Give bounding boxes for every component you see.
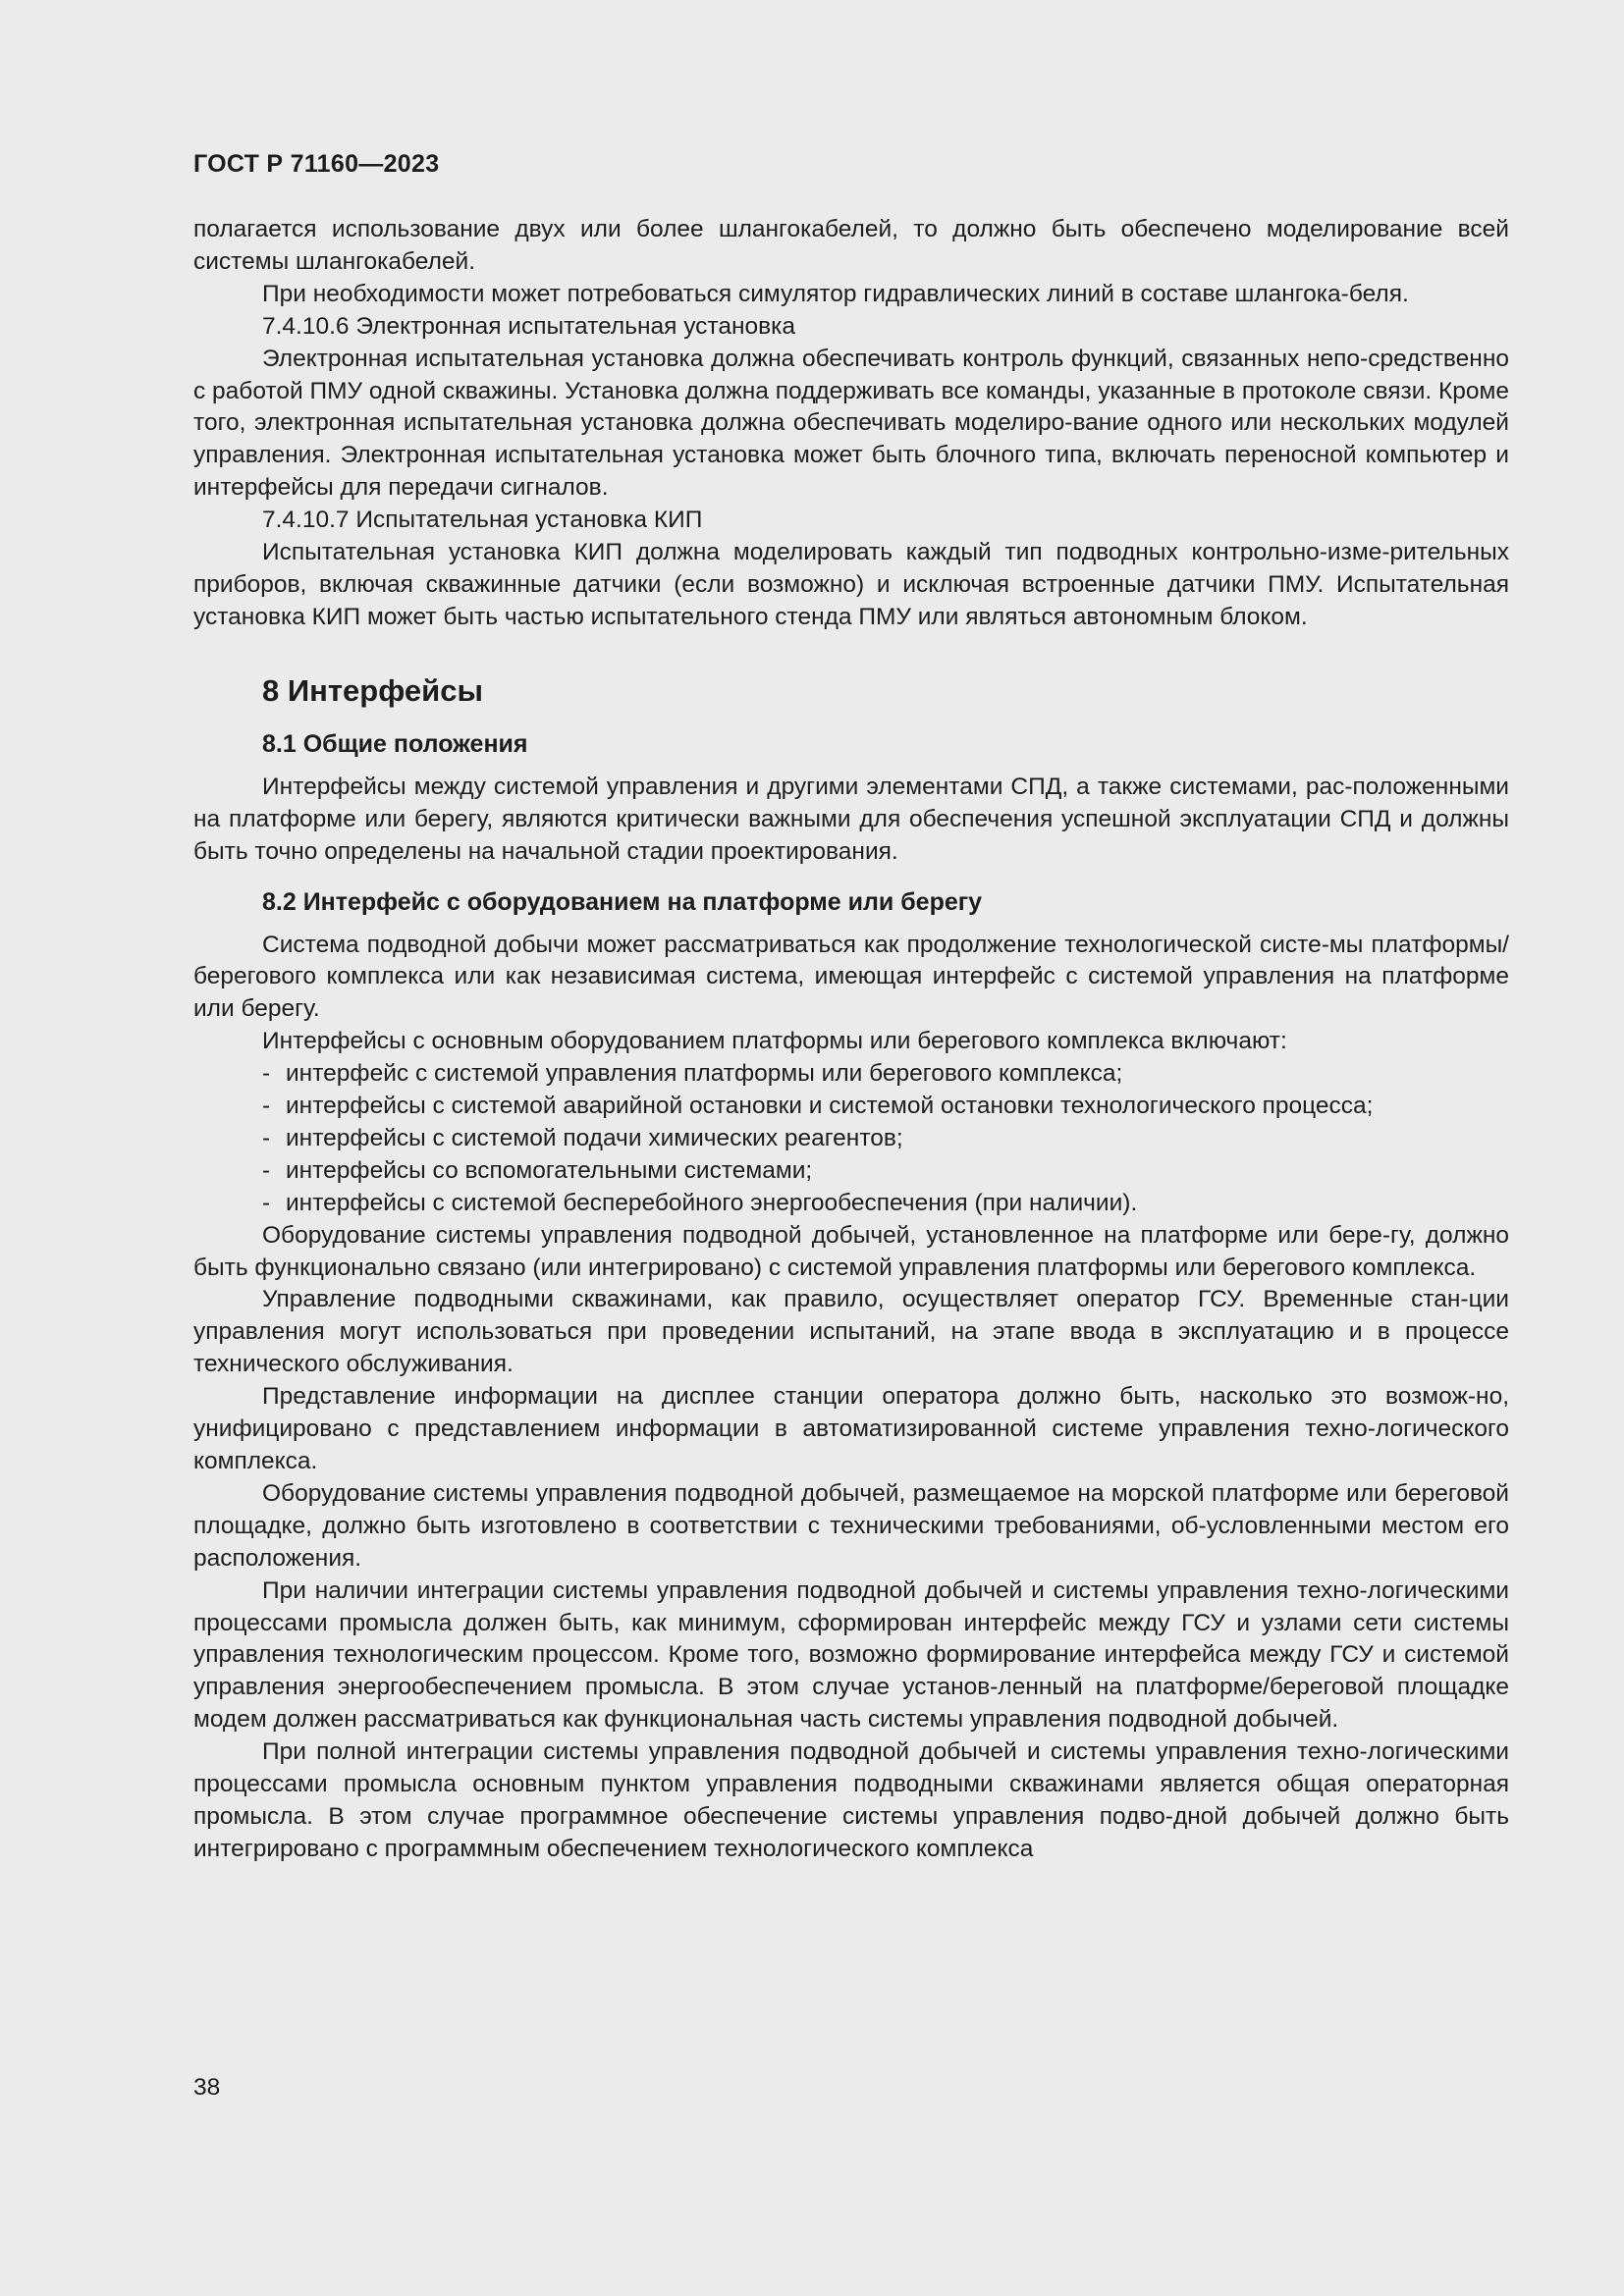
interfaces-list [193,1058,1509,1220]
document-header: ГОСТ Р 71160—2023 [193,150,440,178]
paragraph: Интерфейсы с основным оборудованием платформы или берегового комплекса включают: [262,1028,1287,1055]
list-item-text: интерфейс с системой управления платформы или берегового комплекса; [286,1060,1123,1088]
list-item [262,1155,1509,1188]
list-item [262,1091,1509,1123]
subsection-heading: 8.1 Общие положения [262,729,528,758]
list-item-text: интерфейсы с системой подачи химических реагентов; [286,1124,903,1151]
list-item-text: интерфейсы с системой аварийной остановки и системой остановки технологического процесса; [286,1093,1374,1120]
list-marker: - [262,1060,271,1088]
paragraph: Оборудование системы управления подводной добычей, установленное на платформе или бере-гу, должно быть функционально связано (или интегрировано) с системой управления платформы или берегового комплекса. [193,1221,1509,1281]
subclause-heading: 7.4.10.6 Электронная испытательная установка [262,312,796,340]
paragraph: При необходимости может потребоваться симулятор гидравлических линий в составе шлангока-беля. [262,280,1409,307]
list-marker: - [262,1124,271,1151]
paragraph: Электронная испытательная установка должна обеспечивать контроль функций, связанных непо-средственно с работой ПМУ одной скважины. Установка должна поддерживать все команды, указанные в протоколе связи. Кроме того, электронная испытательная установка должна обеспечивать моделиро-вание одного или нескольких модулей управления. Электронная испытательная установка может быть блочного типа, включать переносной компьютер и интерфейсы для передачи сигналов. [193,345,1509,502]
list-item [262,1123,1509,1155]
paragraph-continuation: полагается использование двух или более шлангокабелей, то должно быть обеспечено моделирование всей системы шлангокабелей. [193,216,1509,275]
paragraph: Представление информации на дисплее станции оператора должно быть, насколько это возмож-но, унифицировано с представлением информации в автоматизированной системе управления техно-логического комплекса. [193,1383,1509,1474]
page-number: 38 [193,2074,221,2101]
subclause-heading: 7.4.10.7 Испытательная установка КИП [262,507,703,534]
list-item [262,1188,1509,1220]
paragraph: При полной интеграции системы управления подводной добычей и системы управления техно-логическими процессами промысла основным пунктом управления подводными скважинами является общая операторная промысла. В этом случае программное обеспечение системы управления подво-дной добычей должно быть интегрировано с программным обеспечением технологического комплекса [193,1738,1509,1862]
section-heading: 8 Интерфейсы [262,672,483,708]
paragraph: Интерфейсы между системой управления и другими элементами СПД, а также системами, рас-положенными на платформе или берегу, являются критически важными для обеспечения успешной эксплуатации СПД и должны быть точно определены на начальной стадии проектирования. [193,773,1509,865]
paragraph: Управление подводными скважинами, как правило, осуществляет оператор ГСУ. Временные стан-ции управления могут использоваться при проведении испытаний, на этапе ввода в эксплуатацию и в процессе технического обслуживания. [193,1286,1509,1378]
list-marker: - [262,1189,271,1216]
list-item [262,1058,1509,1091]
list-marker: - [262,1093,271,1120]
document-page [193,147,1509,1866]
list-marker: - [262,1156,271,1184]
subsection-heading: 8.2 Интерфейс с оборудованием на платформе или берегу [262,887,983,916]
paragraph: Испытательная установка КИП должна моделировать каждый тип подводных контрольно-изме-рительных приборов, включая скважинные датчики (если возможно) и исключая встроенные датчики ПМУ. Испытательная установка КИП может быть частью испытательного стенда ПМУ или являться автономным блоком. [193,539,1509,630]
list-item-text: интерфейсы со вспомогательными системами; [286,1156,813,1184]
list-item-text: интерфейсы с системой бесперебойного энергообеспечения (при наличии). [286,1189,1138,1216]
paragraph: Система подводной добычи может рассматриваться как продолжение технологической систе-мы платформы/берегового комплекса или как независимая система, имеющая интерфейс с системой управления на платформе или берегу. [193,931,1509,1023]
paragraph: Оборудование системы управления подводной добычей, размещаемое на морской платформе или береговой площадке, должно быть изготовлено в соответствии с техническими требованиями, об-условленными местом его расположения. [193,1479,1509,1572]
paragraph: При наличии интеграции системы управления подводной добычей и системы управления техно-логическими процессами промысла должен быть, как минимум, сформирован интерфейс между ГСУ и узлами сети системы управления технологическим процессом. Кроме того, возможно формирование интерфейса между ГСУ и системой управления энергообеспечением промысла. В этом случае установ-ленный на платформе/береговой площадке модем должен рассматриваться как функциональная часть системы управления подводной добычей. [193,1576,1509,1734]
